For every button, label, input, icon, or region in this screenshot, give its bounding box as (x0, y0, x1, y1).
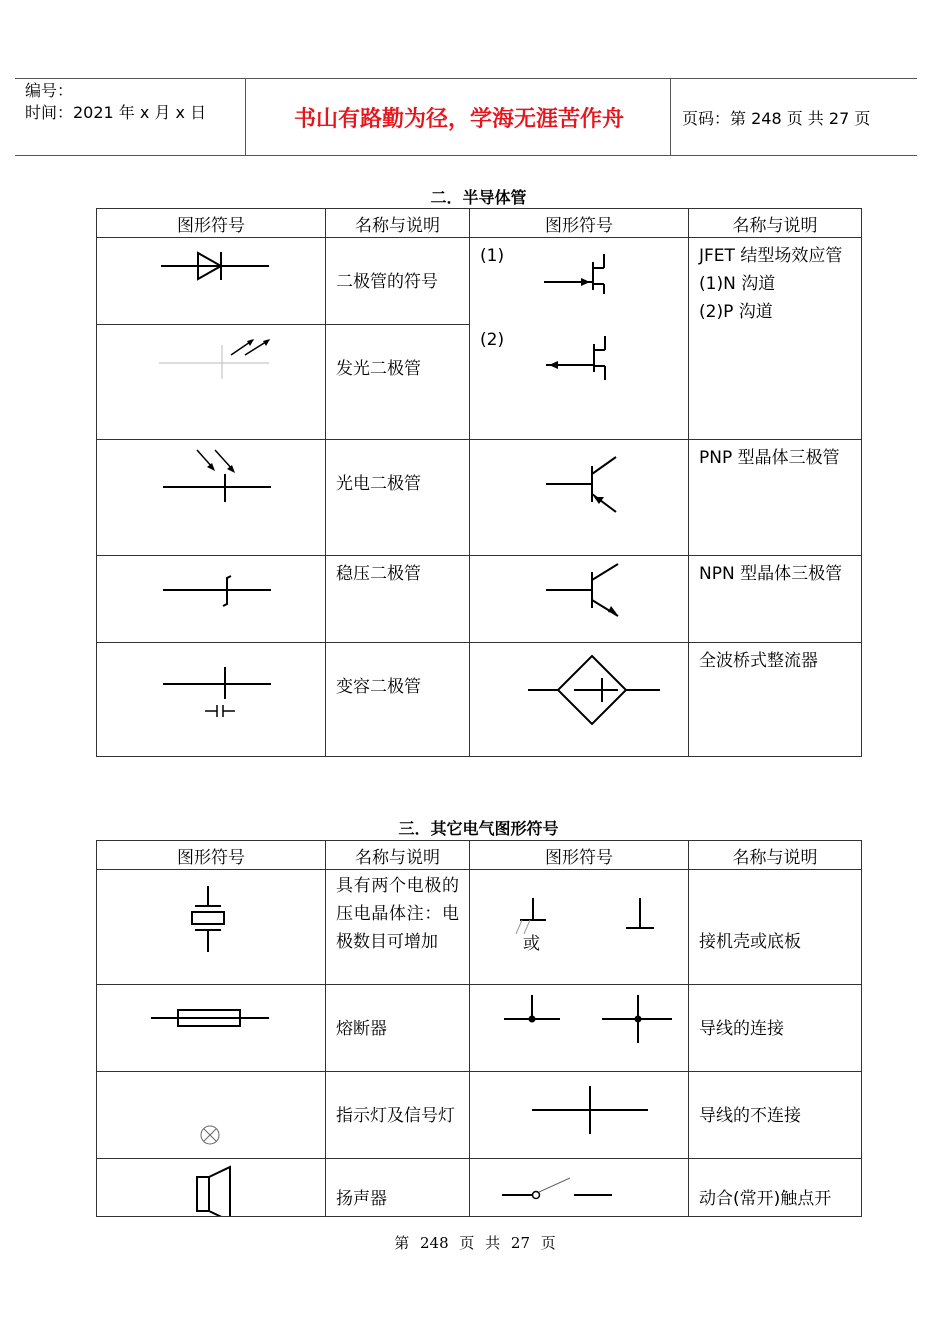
name-cell (689, 643, 862, 757)
name-cell (326, 238, 470, 325)
jfet-icon (470, 238, 689, 438)
component-name: 导线的连接 (699, 1019, 784, 1039)
symbol-cell (470, 238, 689, 440)
name-cell (689, 238, 862, 440)
indicator-lamp-icon (97, 1072, 326, 1158)
component-name: 扬声器 (336, 1189, 387, 1209)
symbol-cell (470, 870, 689, 985)
table-row (97, 1072, 862, 1159)
chassis-ground-icon (470, 870, 689, 984)
component-name: 变容二极管 (336, 677, 421, 697)
component-name: 发光二极管 (336, 359, 421, 379)
name-cell (689, 556, 862, 643)
name-cell (326, 1159, 470, 1217)
symbol-cell (97, 870, 326, 985)
symbol-cell (97, 325, 326, 440)
npn-transistor-icon (470, 556, 689, 642)
table-row (97, 440, 862, 556)
switch-contact-icon (470, 1159, 689, 1216)
name-cell (326, 556, 470, 643)
wire-crossing-icon (470, 1072, 689, 1158)
jfet-name (689, 238, 861, 326)
diode-icon (97, 238, 326, 324)
piezo-crystal-icon (97, 870, 326, 984)
led-icon (97, 325, 326, 439)
component-name: 光电二极管 (336, 474, 421, 494)
jfet-p-channel: (2)P 沟道 (699, 302, 773, 322)
name-cell (326, 643, 470, 757)
time-label: 时间：2021 年 x 月 x 日 (25, 103, 207, 122)
symbol-cell (97, 238, 326, 325)
jfet-label-1: (1) (480, 246, 505, 266)
component-name: 全波桥式整流器 (699, 651, 818, 671)
name-cell (689, 1072, 862, 1159)
component-name: 指示灯及信号灯 (336, 1106, 455, 1126)
column-header: 图形符号 (97, 209, 326, 238)
symbol-cell (470, 556, 689, 643)
semiconductor-table (96, 208, 862, 757)
symbol-cell (470, 643, 689, 757)
column-header: 图形符号 (470, 209, 689, 238)
table-row (97, 985, 862, 1072)
name-cell (689, 985, 862, 1072)
symbol-cell (97, 556, 326, 643)
table-header-row (97, 841, 862, 870)
name-cell (326, 985, 470, 1072)
table-row (97, 1159, 862, 1217)
symbol-cell (470, 1159, 689, 1217)
table-row (97, 643, 862, 757)
or-label: 或 (523, 934, 540, 954)
column-header: 名称与说明 (326, 209, 470, 238)
table-row (97, 238, 862, 325)
symbol-cell (97, 985, 326, 1072)
component-name: 动合(常开)触点开 (699, 1189, 832, 1209)
pnp-transistor-icon (470, 440, 689, 555)
component-name: NPN 型晶体三极管 (699, 564, 843, 584)
varactor-diode-icon (97, 643, 326, 756)
table-header-row (97, 209, 862, 238)
component-name: 熔断器 (336, 1019, 387, 1039)
jfet-n-channel: (1)N 沟道 (699, 274, 776, 294)
header-divider-2 (670, 78, 671, 155)
photodiode-icon (97, 440, 326, 555)
jfet-title: JFET 结型场效应管 (699, 246, 843, 266)
symbol-cell (97, 440, 326, 556)
name-cell (326, 870, 470, 985)
name-cell (689, 1159, 862, 1217)
header-bottom-rule (15, 155, 917, 156)
symbol-cell (470, 985, 689, 1072)
name-cell (326, 325, 470, 440)
section3-title: 三．其它电气图形符号 (398, 819, 559, 838)
name-cell (689, 870, 862, 985)
name-cell (689, 440, 862, 556)
zener-diode-icon (97, 556, 326, 642)
component-name: 导线的不连接 (699, 1106, 801, 1126)
component-name: 具有两个电极的压电晶体注：电极数目可增加 (336, 876, 459, 952)
number-label: 编号： (25, 81, 74, 100)
component-name: 二极管的符号 (336, 272, 438, 292)
other-symbols-table (96, 840, 862, 1217)
header-motto: 书山有路勤为径，学海无涯苦作舟 (293, 107, 624, 132)
symbol-cell (97, 1072, 326, 1159)
page-footer: 第 248 页 共 27 页 (394, 1234, 556, 1252)
column-header: 图形符号 (470, 841, 689, 870)
header-top-rule (15, 78, 917, 79)
fuse-icon (97, 985, 326, 1071)
symbol-cell (97, 1159, 326, 1217)
column-header: 名称与说明 (689, 841, 862, 870)
symbol-cell (97, 643, 326, 757)
symbol-cell (470, 1072, 689, 1159)
name-cell (326, 440, 470, 556)
symbol-cell (470, 440, 689, 556)
header-page-info: 页码：第 248 页 共 27 页 (682, 109, 871, 128)
name-cell (326, 1072, 470, 1159)
component-name: PNP 型晶体三极管 (699, 448, 840, 468)
header-divider-1 (245, 78, 246, 155)
section2-title: 二．半导体管 (430, 188, 527, 207)
header-meta (25, 80, 206, 124)
component-name: 接机壳或底板 (699, 932, 801, 952)
column-header: 名称与说明 (326, 841, 470, 870)
column-header: 图形符号 (97, 841, 326, 870)
speaker-icon (97, 1159, 326, 1216)
component-name: 稳压二极管 (336, 564, 421, 584)
jfet-label-2: (2) (480, 330, 505, 350)
column-header: 名称与说明 (689, 209, 862, 238)
bridge-rectifier-icon (470, 643, 689, 756)
table-row (97, 556, 862, 643)
wire-junction-icon (470, 985, 689, 1071)
table-row (97, 870, 862, 985)
